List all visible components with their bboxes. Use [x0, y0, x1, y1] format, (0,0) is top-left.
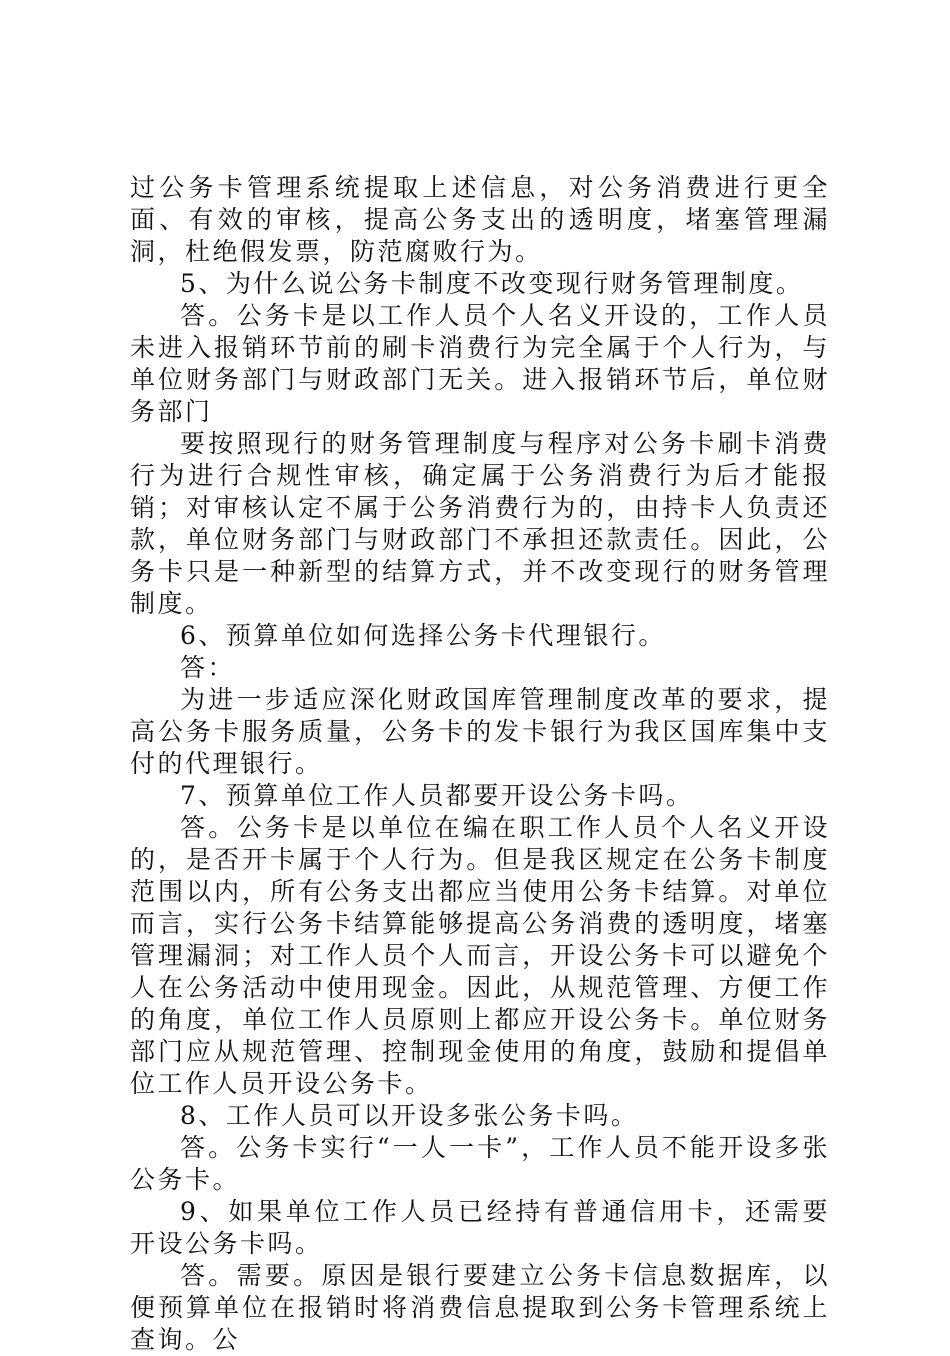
- question-6: 6、预算单位如何选择公务卡代理银行。: [180, 621, 666, 650]
- paragraph-continuation: 过公务卡管理系统提取上述信息，对公务消费进行更全面、有效的审核，提高公务支出的透明度，堵塞管理漏洞，杜绝假发票，防范腐败行为。: [130, 173, 830, 266]
- answer-5-part-2: 要按照现行的财务管理制度与程序对公务卡刷卡消费行为进行合规性审核，确定属于公务消费行为后才能报销；对审核认定不属于公务消费行为的，由持卡人负责还款，单位财务部门与财政部门不承担还款责任。因此，公务卡只是一种新型的结算方式，并不改变现行的财务管理制度。: [130, 429, 830, 618]
- answer-8: 答。公务卡实行“一人一卡”，工作人员不能开设多张公务卡。: [130, 1133, 830, 1194]
- answer-6: 为进一步适应深化财政国库管理制度改革的要求，提高公务卡服务质量，公务卡的发卡银行为我区国库集中支付的代理银行。: [130, 685, 830, 778]
- question-9: 9、如果单位工作人员已经持有普通信用卡，还需要开设公务卡吗。: [130, 1197, 830, 1258]
- answer-5-part-1: 答。公务卡是以工作人员个人名义开设的，工作人员未进入报销环节前的刷卡消费行为完全属于个人行为，与单位财务部门与财政部门无关。进入报销环节后，单位财务部门: [130, 301, 830, 426]
- question-8: 8、工作人员可以开设多张公务卡吗。: [180, 1101, 639, 1130]
- document-body: [130, 172, 830, 1356]
- answer-7: 答。公务卡是以单位在编在职工作人员个人名义开设的，是否开卡属于个人行为。但是我区规定在公务卡制度范围以内，所有公务支出都应当使用公务卡结算。对单位而言，实行公务卡结算能够提高公务消费的透明度，堵塞管理漏洞；对工作人员个人而言，开设公务卡可以避免个人在公务活动中使用现金。因此，从规范管理、方便工作的角度，单位工作人员原则上都应开设公务卡。单位财务部门应从规范管理、控制现金使用的角度，鼓励和提倡单位工作人员开设公务卡。: [130, 813, 830, 1098]
- answer-9: 答。需要。原因是银行要建立公务卡信息数据库，以便预算单位在报销时将消费信息提取到公务卡管理系统上查询。公: [130, 1261, 830, 1354]
- question-7: 7、预算单位工作人员都要开设公务卡吗。: [180, 781, 694, 810]
- answer-6-label: 答：: [180, 653, 236, 682]
- question-5: 5、为什么说公务卡制度不改变现行财务管理制度。: [180, 269, 804, 298]
